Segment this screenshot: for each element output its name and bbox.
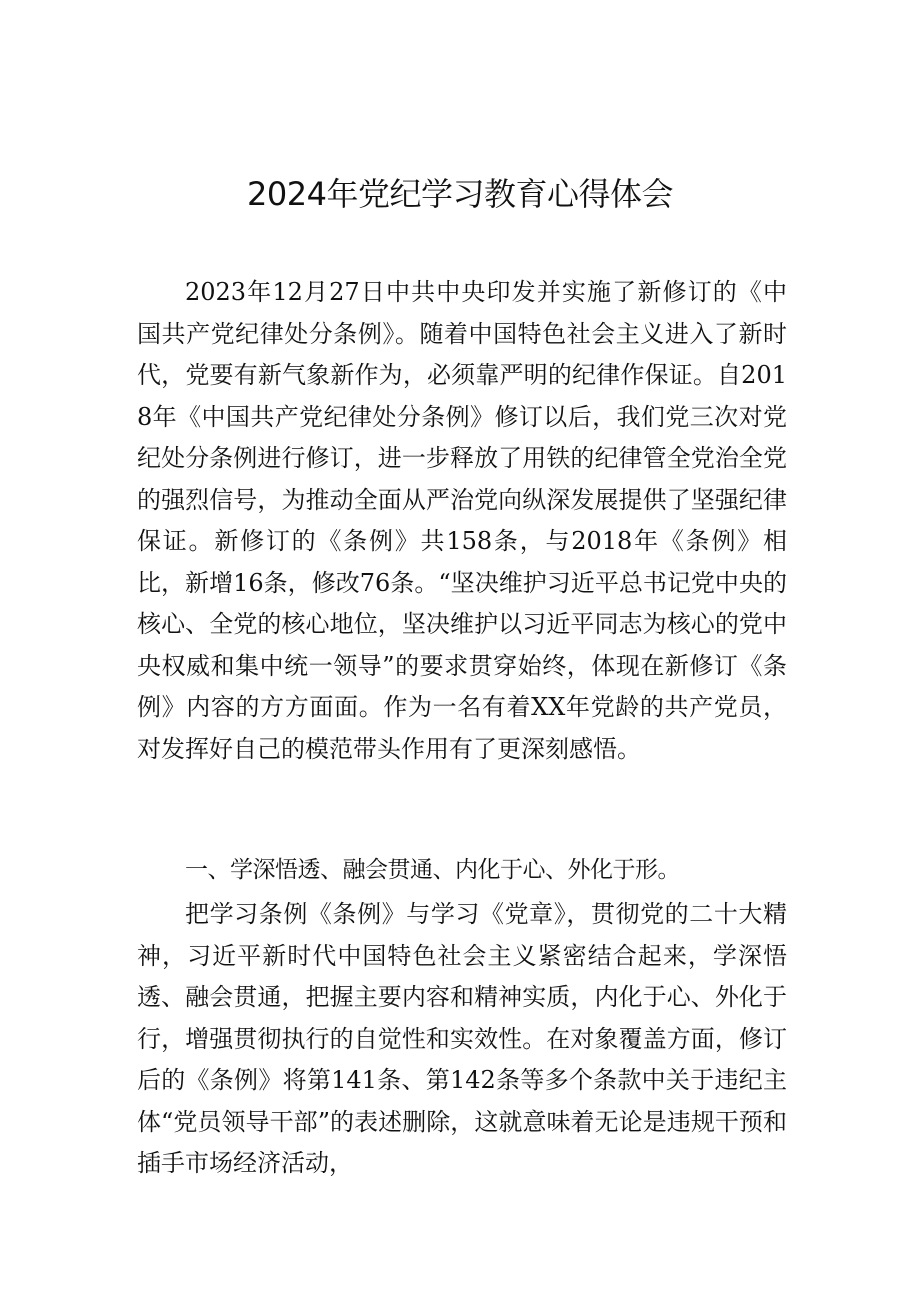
paragraph-intro: 2023年12月27日中共中央印发并实施了新修订的《中国共产党纪律处分条例》。随着中国特色社会主义进入了新时代，党要有新气象新作为，必须靠严明的纪律作保证。自2018年《中国共产党纪律处分条例》修订以后，我们党三次对党纪处分条例进行修订，进一步释放了用铁的纪律管全党治全党的强烈信号，为推动全面从严治党向纵深发展提供了坚强纪律保证。新修订的《条例》共158条，与2018年《条例》相比，新增16条，修改76条。“坚决维护习近平总书记党中央的核心、全党的核心地位，坚决维护以习近平同志为核心的党中央权威和集中统一领导”的要求贯穿始终，体现在新修订《条例》内容的方方面面。作为一名有着XX年党龄的共产党员，对发挥好自己的模范带头作用有了更深刻感悟。 [137,278,787,763]
document-title: 2024年党纪学习教育心得体会 [247,175,673,213]
paragraph-section-1: 把学习条例《条例》与学习《党章》，贯彻党的二十大精神，习近平新时代中国特色社会主义紧密结合起来，学深悟透、融会贯通，把握主要内容和精神实质，内化于心、外化于行，增强贯彻执行的自觉性和实效性。在对象覆盖方面，修订后的《条例》将第141条、第142条等多个条款中关于违纪主体“党员领导干部”的表述删除，这就意味着无论是违规干预和插手市场经济活动， [137,900,787,1177]
section-heading-1: 一、学深悟透、融会贯通、内化于心、外化于形。 [185,857,680,883]
